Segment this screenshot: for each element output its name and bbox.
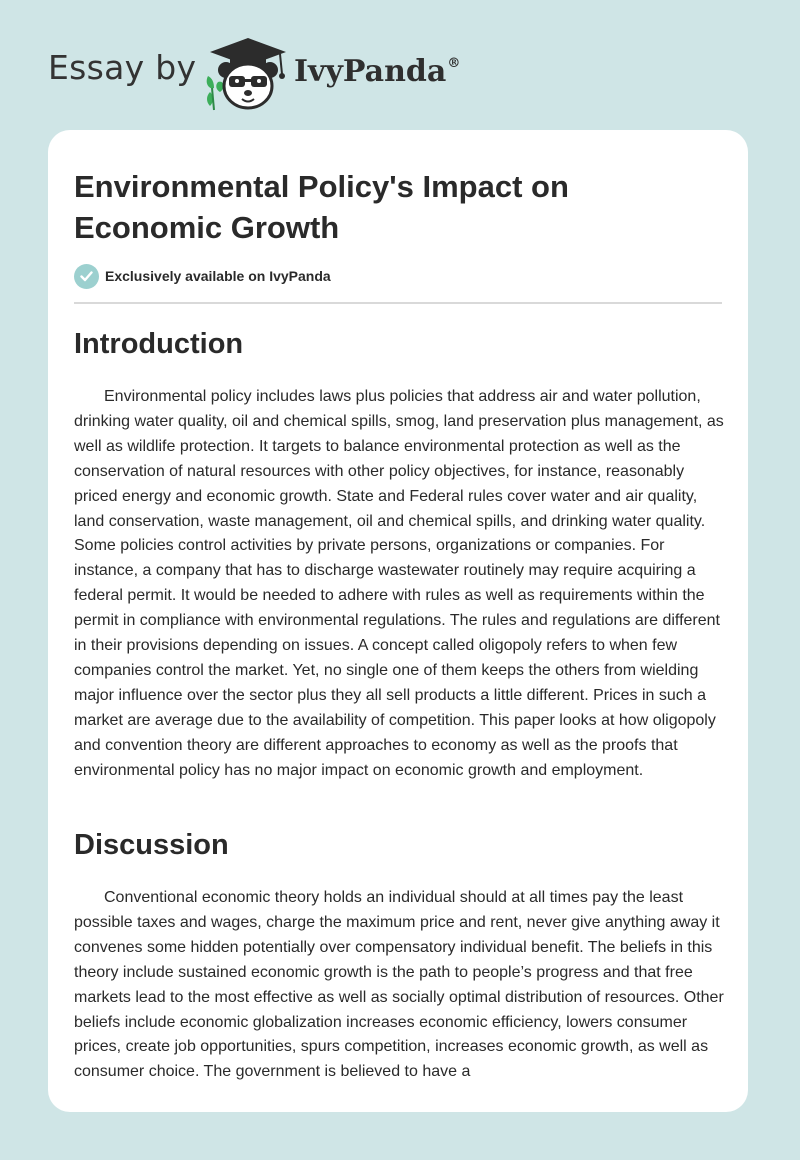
panda-graduate-logo-icon[interactable] (202, 36, 294, 117)
section-heading-introduction: Introduction (74, 328, 244, 360)
badge-label: Exclusively available on IvyPanda (105, 268, 331, 284)
check-icon (74, 264, 99, 289)
registered-mark: ® (447, 56, 461, 71)
site-header (0, 0, 800, 120)
brand-text: IvyPanda (294, 54, 447, 89)
leaf-icon (207, 76, 224, 110)
essay-by-label: Essay by (48, 48, 197, 87)
divider (74, 302, 722, 304)
essay-card (48, 130, 748, 1112)
exclusive-badge (74, 263, 331, 289)
brand-name[interactable] (294, 54, 460, 89)
section-paragraph-introduction: Environmental policy includes laws plus policies that address air and water pollution, drinking water quality, oil and chemical spills, smog, land preservation plus management, as well as wildlife protection. It targets to balance environmental protection as well as the conservation of natural resources with other policy objectives, for instance, reasonably priced energy and economic growth. State and Federal rules cover water and air quality, land conservation, waste management, oil and chemical spills, and drinking water quality. Some policies control activities by private persons, organizations or companies. For instance, a company that has to discharge wastewater routinely may require acquiring a federal permit. It would be needed to adhere with rules as well as requirements within the permit in compliance with environmental regulations. The rules and regulations are different in their provisions depending on issues. A concept called oligopoly refers to when few companies control the market. Yet, no single one of them keeps the others from wielding major influence over the sector plus they all sell products a little different. Prices in such a market are average due to the availability of competition. This paper looks at how oligopoly and convention theory are different approaches to economy as well as the proofs that environmental policy has no major impact on economic growth and employment. (74, 388, 724, 779)
section-heading-discussion: Discussion (74, 829, 229, 861)
essay-title: Environmental Policy's Impact on Economic Growth (74, 169, 569, 245)
section-paragraph-discussion: Conventional economic theory holds an individual should at all times pay the least possible taxes and wages, charge the maximum price and rent, never give anything away it convenes some hidden potentially over compensatory individual benefit. The beliefs in this theory include sustained economic growth is the path to people’s progress and that free markets lead to the most effective as well as socially optimal distribution of resources. Other beliefs include economic globalization increases economic efficiency, lowers consumer prices, create job opportunities, spurs competition, increases economic growth, as well as consumer choice. The government is believed to have a (74, 889, 724, 1081)
